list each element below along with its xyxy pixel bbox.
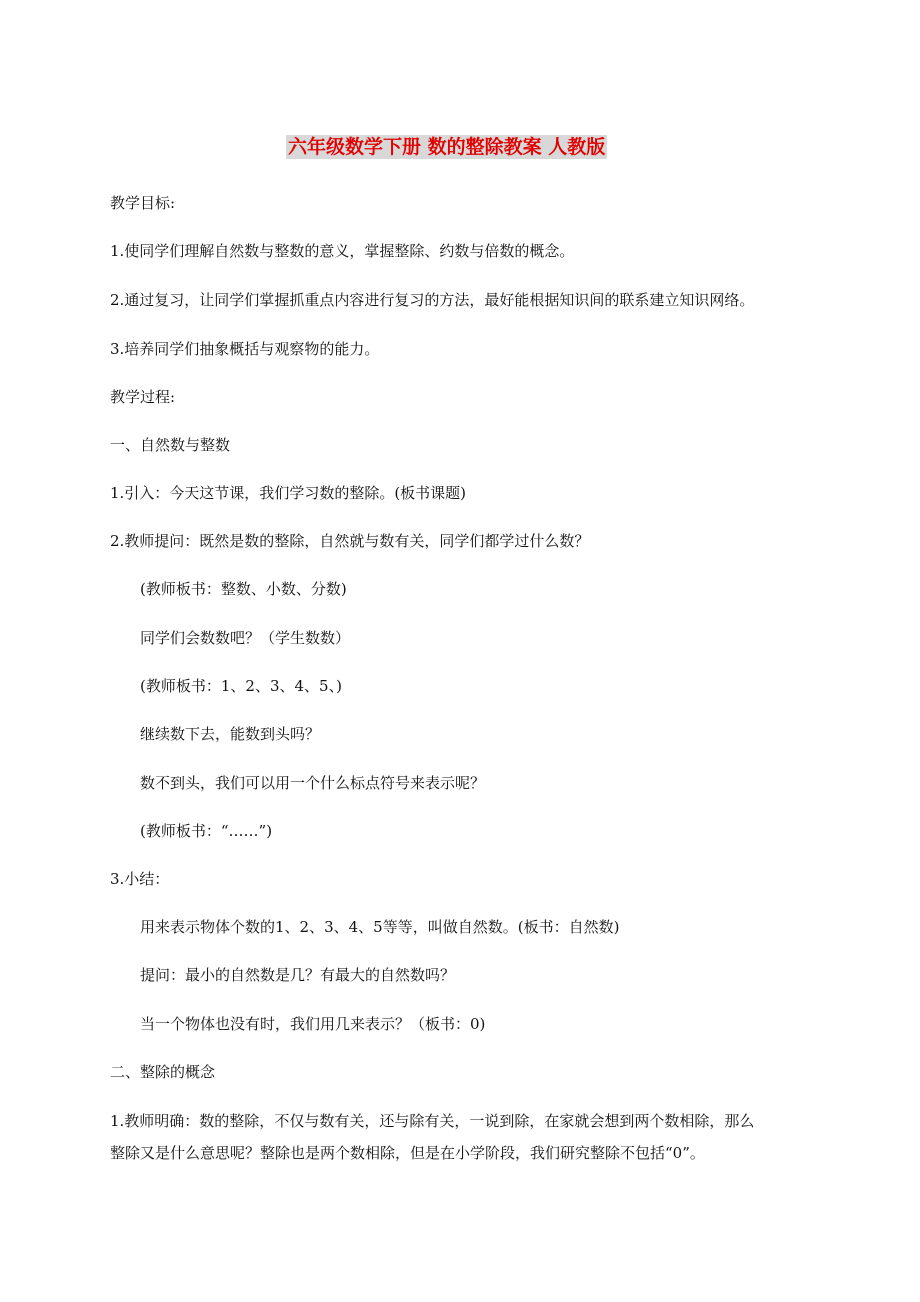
- paragraph-line: 整除又是什么意思呢？整除也是两个数相除，但是在小学阶段，我们研究整除不包括“0”。: [110, 1144, 705, 1162]
- subsection-heading-1: 一、自然数与整数: [110, 436, 231, 454]
- objective-item-3: 3.培养同学们抽象概括与观察物的能力。: [110, 340, 380, 358]
- section-heading-objectives: 教学目标:: [110, 194, 176, 212]
- paragraph-line: (教师板书：整数、小数、分数): [140, 580, 347, 598]
- subsection-heading-2: 二、整除的概念: [110, 1063, 216, 1081]
- document-title: 六年级数学下册 数的整除教案 人教版: [288, 136, 606, 158]
- objective-item-2: 2.通过复习，让同学们掌握抓重点内容进行复习的方法，最好能根据知识间的联系建立知识网络。: [110, 291, 755, 309]
- paragraph-line: 继续数下去，能数到头吗？: [140, 725, 321, 743]
- paragraph-line: 1.教师明确：数的整除，不仅与数有关，还与除有关，一说到除，在家就会想到两个数相除，那么: [110, 1112, 755, 1130]
- section-heading-process: 教学过程:: [110, 388, 176, 406]
- paragraph-line: 1.引入：今天这节课，我们学习数的整除。(板书课题): [110, 484, 467, 502]
- paragraph-line: 提问：最小的自然数是几？有最大的自然数吗？: [140, 966, 456, 984]
- objective-item-1: 1.使同学们理解自然数与整数的意义，掌握整除、约数与倍数的概念。: [110, 242, 575, 260]
- paragraph-line: 当一个物体也没有时，我们用几来表示？（板书：0): [140, 1015, 486, 1033]
- paragraph-line: (教师板书：“……”): [140, 822, 273, 840]
- paragraph-line: 同学们会数数吧？（学生数数）: [140, 629, 351, 647]
- paragraph-line: 用来表示物体个数的1、2、3、4、5等等，叫做自然数。(板书：自然数): [140, 918, 620, 936]
- paragraph-line: 2.教师提问：既然是数的整除，自然就与数有关，同学们都学过什么数？: [110, 532, 590, 550]
- paragraph-line: 数不到头，我们可以用一个什么标点符号来表示呢？: [140, 774, 486, 792]
- paragraph-line: 3.小结：: [110, 870, 170, 888]
- paragraph-line: (教师板书：1、2、3、4、5、): [140, 677, 342, 695]
